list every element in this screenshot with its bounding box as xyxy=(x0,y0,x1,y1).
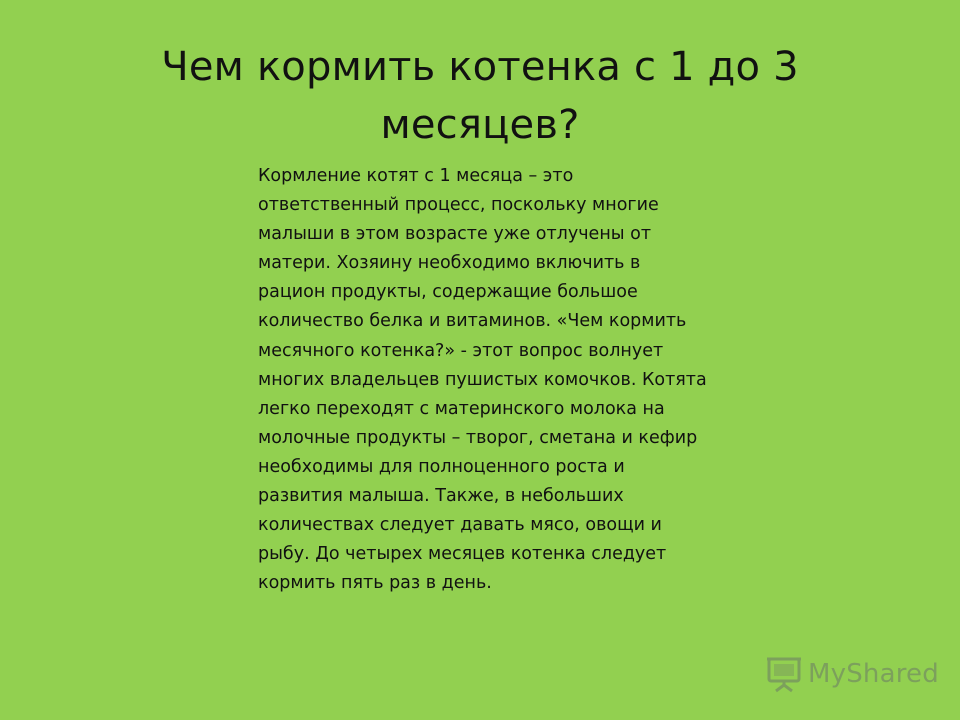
myshared-watermark xyxy=(766,654,939,694)
slide-title: Чем кормить котенка с 1 до 3 месяцев? xyxy=(161,44,799,148)
slide-body-text: Кормление котят с 1 месяца – это ответственный процесс, поскольку многие малыши в этом возрасте уже отлучены от матери. Хозяину необходимо включить в рацион продукты, содержащие большое количество белка и витаминов. «Чем кормить месячного котенка?» - этот вопрос волнует многих владельцев пушистых комочков. Котята легко переходят с материнского молока на молочные продукты – творог, сметана и кефир необходимы для полноценного роста и развития малыша. Также, в небольших количествах следует давать мясо, овощи и рыбу. До четырех месяцев котенка следует кормить пять раз в день. xyxy=(258,166,707,594)
presentation-board-icon xyxy=(766,655,802,693)
watermark-text: MyShared xyxy=(808,659,939,689)
